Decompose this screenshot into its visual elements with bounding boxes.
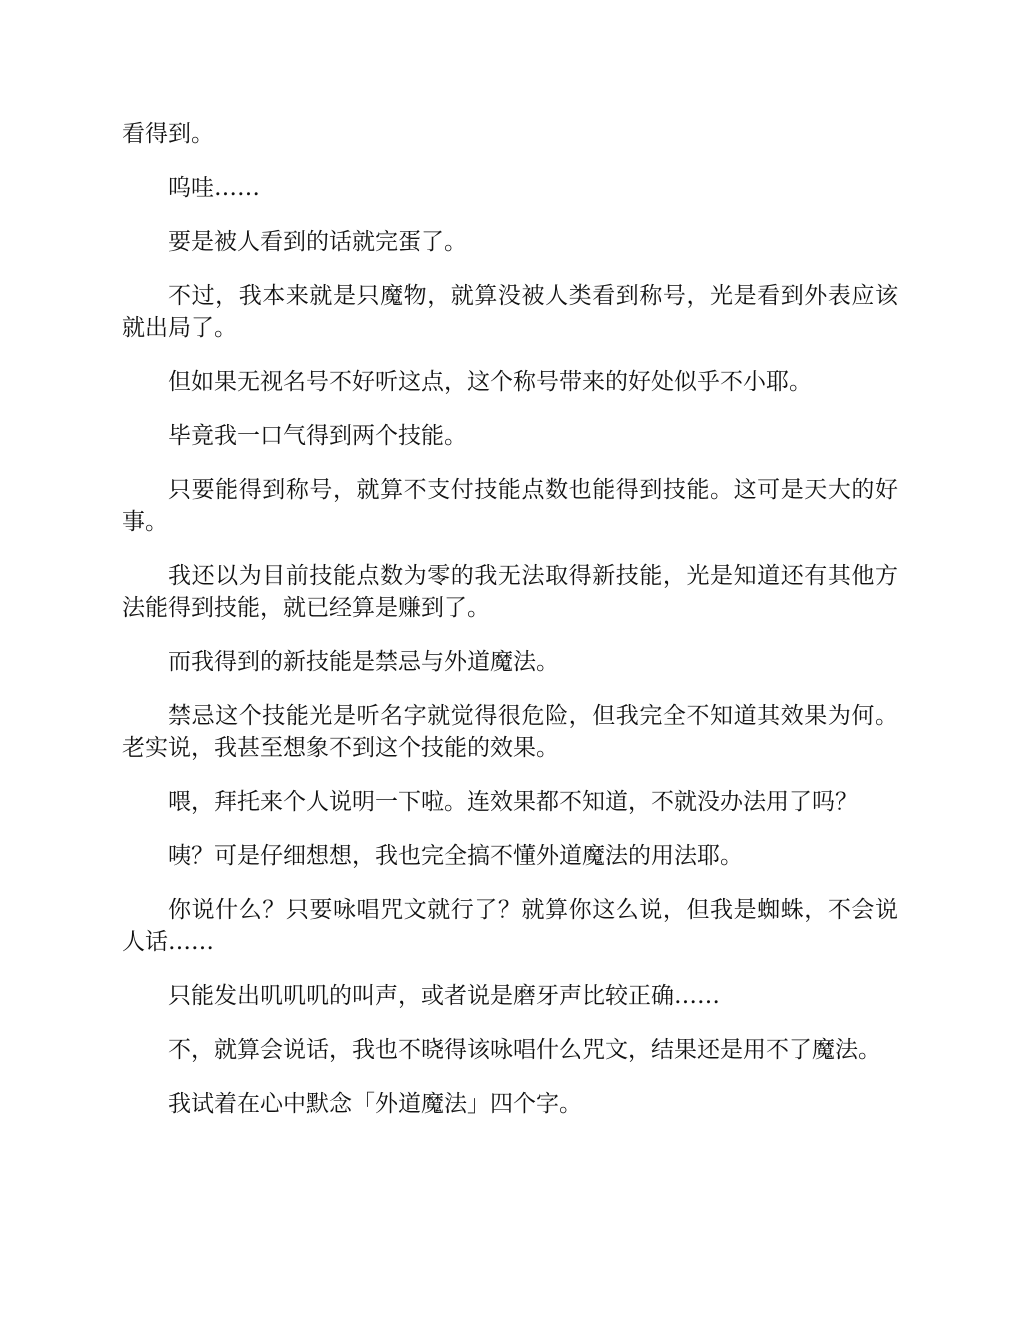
paragraph-10: 禁忌这个技能光是听名字就觉得很危险，但我完全不知道其效果为何。老实说，我甚至想象不到这个技能的效果。 bbox=[122, 703, 898, 761]
paragraph-2: 呜哇…… bbox=[168, 175, 260, 201]
paragraph-16: 我试着在心中默念「外道魔法」四个字。 bbox=[168, 1091, 582, 1117]
paragraph-4: 不过，我本来就是只魔物，就算没被人类看到称号，光是看到外表应该就出局了。 bbox=[122, 283, 898, 341]
document-page bbox=[122, 118, 898, 1142]
paragraph-12: 咦？可是仔细想想，我也完全搞不懂外道魔法的用法耶。 bbox=[168, 843, 743, 869]
paragraph-5: 但如果无视名号不好听这点，这个称号带来的好处似乎不小耶。 bbox=[168, 369, 812, 395]
paragraph-13: 你说什么？只要咏唱咒文就行了？就算你这么说，但我是蜘蛛，不会说人话…… bbox=[122, 897, 898, 955]
paragraph-1: 看得到。 bbox=[122, 121, 214, 147]
paragraph-9: 而我得到的新技能是禁忌与外道魔法。 bbox=[168, 649, 559, 675]
paragraph-6: 毕竟我一口气得到两个技能。 bbox=[168, 423, 467, 449]
paragraph-7: 只要能得到称号，就算不支付技能点数也能得到技能。这可是天大的好事。 bbox=[122, 477, 898, 535]
paragraph-11: 喂，拜托来个人说明一下啦。连效果都不知道，不就没办法用了吗？ bbox=[168, 789, 858, 815]
paragraph-15: 不，就算会说话，我也不晓得该咏唱什么咒文，结果还是用不了魔法。 bbox=[168, 1037, 881, 1063]
paragraph-3: 要是被人看到的话就完蛋了。 bbox=[168, 229, 467, 255]
paragraph-8: 我还以为目前技能点数为零的我无法取得新技能，光是知道还有其他方法能得到技能，就已经算是赚到了。 bbox=[122, 563, 898, 621]
paragraph-14: 只能发出叽叽叽的叫声，或者说是磨牙声比较正确…… bbox=[168, 983, 720, 1009]
